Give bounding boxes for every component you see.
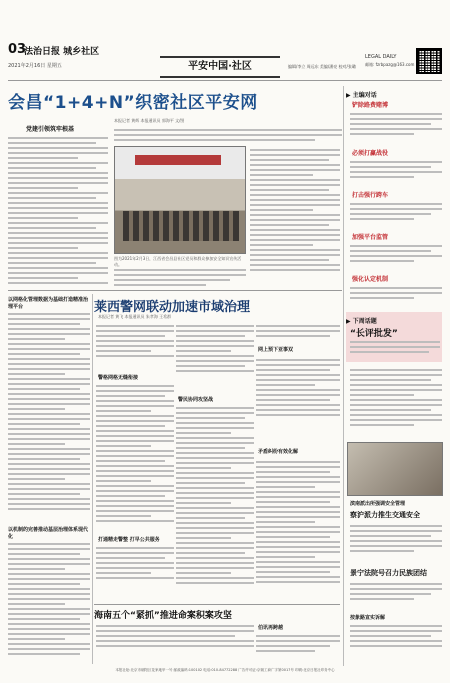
story-a-lead [114,126,342,144]
right-story2-body [350,522,442,566]
bottom-divider [94,604,340,605]
sidebar-photo [347,442,443,496]
page-number: 03 [8,42,27,57]
sidebar-item2-title: 必须打赢战役 [352,150,389,157]
photo-banner [135,155,221,165]
right-story2-title: 察沪派力推生交通安全 [350,511,420,519]
mid-byline: 本报记者 黄飞 本报通讯员 朱孝海 王希群 [98,314,172,319]
email-address: 邮箱: fzrbpazg@163.com [365,62,415,67]
sidebar-item5-body [350,284,442,308]
sidebar-lower-body [350,338,440,360]
sidebar-item4-body [350,242,442,272]
mid-col3-top [256,322,340,344]
bottom-sub: 伯讯再跨越 [258,625,284,631]
mid-divider [8,290,342,291]
sidebar-item2-body [350,158,442,188]
story-a-title: 党建引领筑牢根基 [26,126,75,133]
sidebar-lower-title: “长评批发” [350,329,398,339]
bottom-headline: 海南五个“紧抓”推进命案积案攻坚 [94,611,232,621]
left-story-title-2: 以机制的完善推动基层治理体系现代化 [8,527,89,540]
mid-sub3: 警民协同攻坚战 [178,397,214,403]
right-story1-title: 滨南派出所强调安全管理 [350,501,406,507]
left-story-body-2 [8,540,90,662]
paper-title: 法治日报 [24,47,61,57]
mid-col2-top [176,322,254,394]
mid-sub1: 警格网格无缝衔接 [98,375,139,381]
mid-headline: 莱西警网联动加速市域治理 [94,300,251,315]
bottom-body [96,622,254,664]
story-a-right-body [250,146,340,286]
mid-col3-body [256,356,340,444]
sidebar-lower-header: ▶ 下周话题 [346,318,377,325]
right-story3-title: 景宁法院号召力民族团结 [350,569,427,577]
qr-code-icon [416,48,442,74]
mid-col1-top [96,322,174,372]
issue-date: 2021年2月16日 星期五 [8,63,62,69]
footer: 本报社址:北京市朝阳区花家地甲一号 邮政编码:100102 电话:010-84772288 广告许可证:京朝工商广字第0017号 印刷:北京日报社印务中心 [115,668,335,672]
paper-name [24,44,99,57]
sidebar-item4-title: 加强平台监管 [352,234,389,241]
mid-sub2: 打通精走警整 打早公共服务 [98,537,160,543]
left-column-divider [92,294,93,664]
sidebar-lower-body-2 [350,366,442,436]
right-story3-body [350,580,442,610]
section-title: 平安中国·社区 [160,56,280,78]
right-story4-title: 按象路宣实诉解 [350,615,386,621]
photo-caption: 图为2021年2月3日，江西省会昌县社区党员和群众参加安全知识宣传活动。 [114,256,242,267]
story-a-mid-body [114,266,246,288]
sidebar-item1-title: 铲除路费赌博 [352,102,389,109]
left-story-title: 以网格化管理数据为基础打造精准治理平台 [8,297,89,310]
community-photo [114,146,246,254]
main-headline: 会昌“1+4+N”织密社区平安网 [8,93,258,113]
section-label: 城乡社区 [63,47,100,57]
sidebar-item3-body [350,200,442,230]
sidebar-item1-body [350,110,442,146]
story-a-body [8,134,108,284]
masthead [0,0,450,80]
sidebar-header: ▶ 主编对话 [346,92,377,99]
mid-col2-body [176,404,254,600]
right-story4-body [350,622,442,662]
mid-sub4: 网上预下亚事双 [258,347,294,353]
mid-sub5: 矛盾纠纷有效化解 [258,449,299,455]
sidebar-divider [343,86,344,666]
sidebar-item3-title: 打击强行跨车 [352,192,389,199]
sidebar-item5-title: 强化认定机制 [352,276,389,283]
story-a-byline: 本报记者 黄辉 本报通讯员 郭海平 文/图 [114,118,185,123]
photo-crowd [123,211,239,241]
legal-daily-label: LEGAL DAILY [365,54,397,60]
mid-col3-body-2 [256,458,340,600]
editors-credit: 编辑/李立 周远东 美编/潘亮 校对/张璐 [288,64,356,69]
top-divider [8,80,442,81]
bottom-body-2 [256,632,340,664]
mid-col1-body [96,382,174,532]
left-story-body [8,310,90,520]
mid-col1-bottom [96,544,174,600]
